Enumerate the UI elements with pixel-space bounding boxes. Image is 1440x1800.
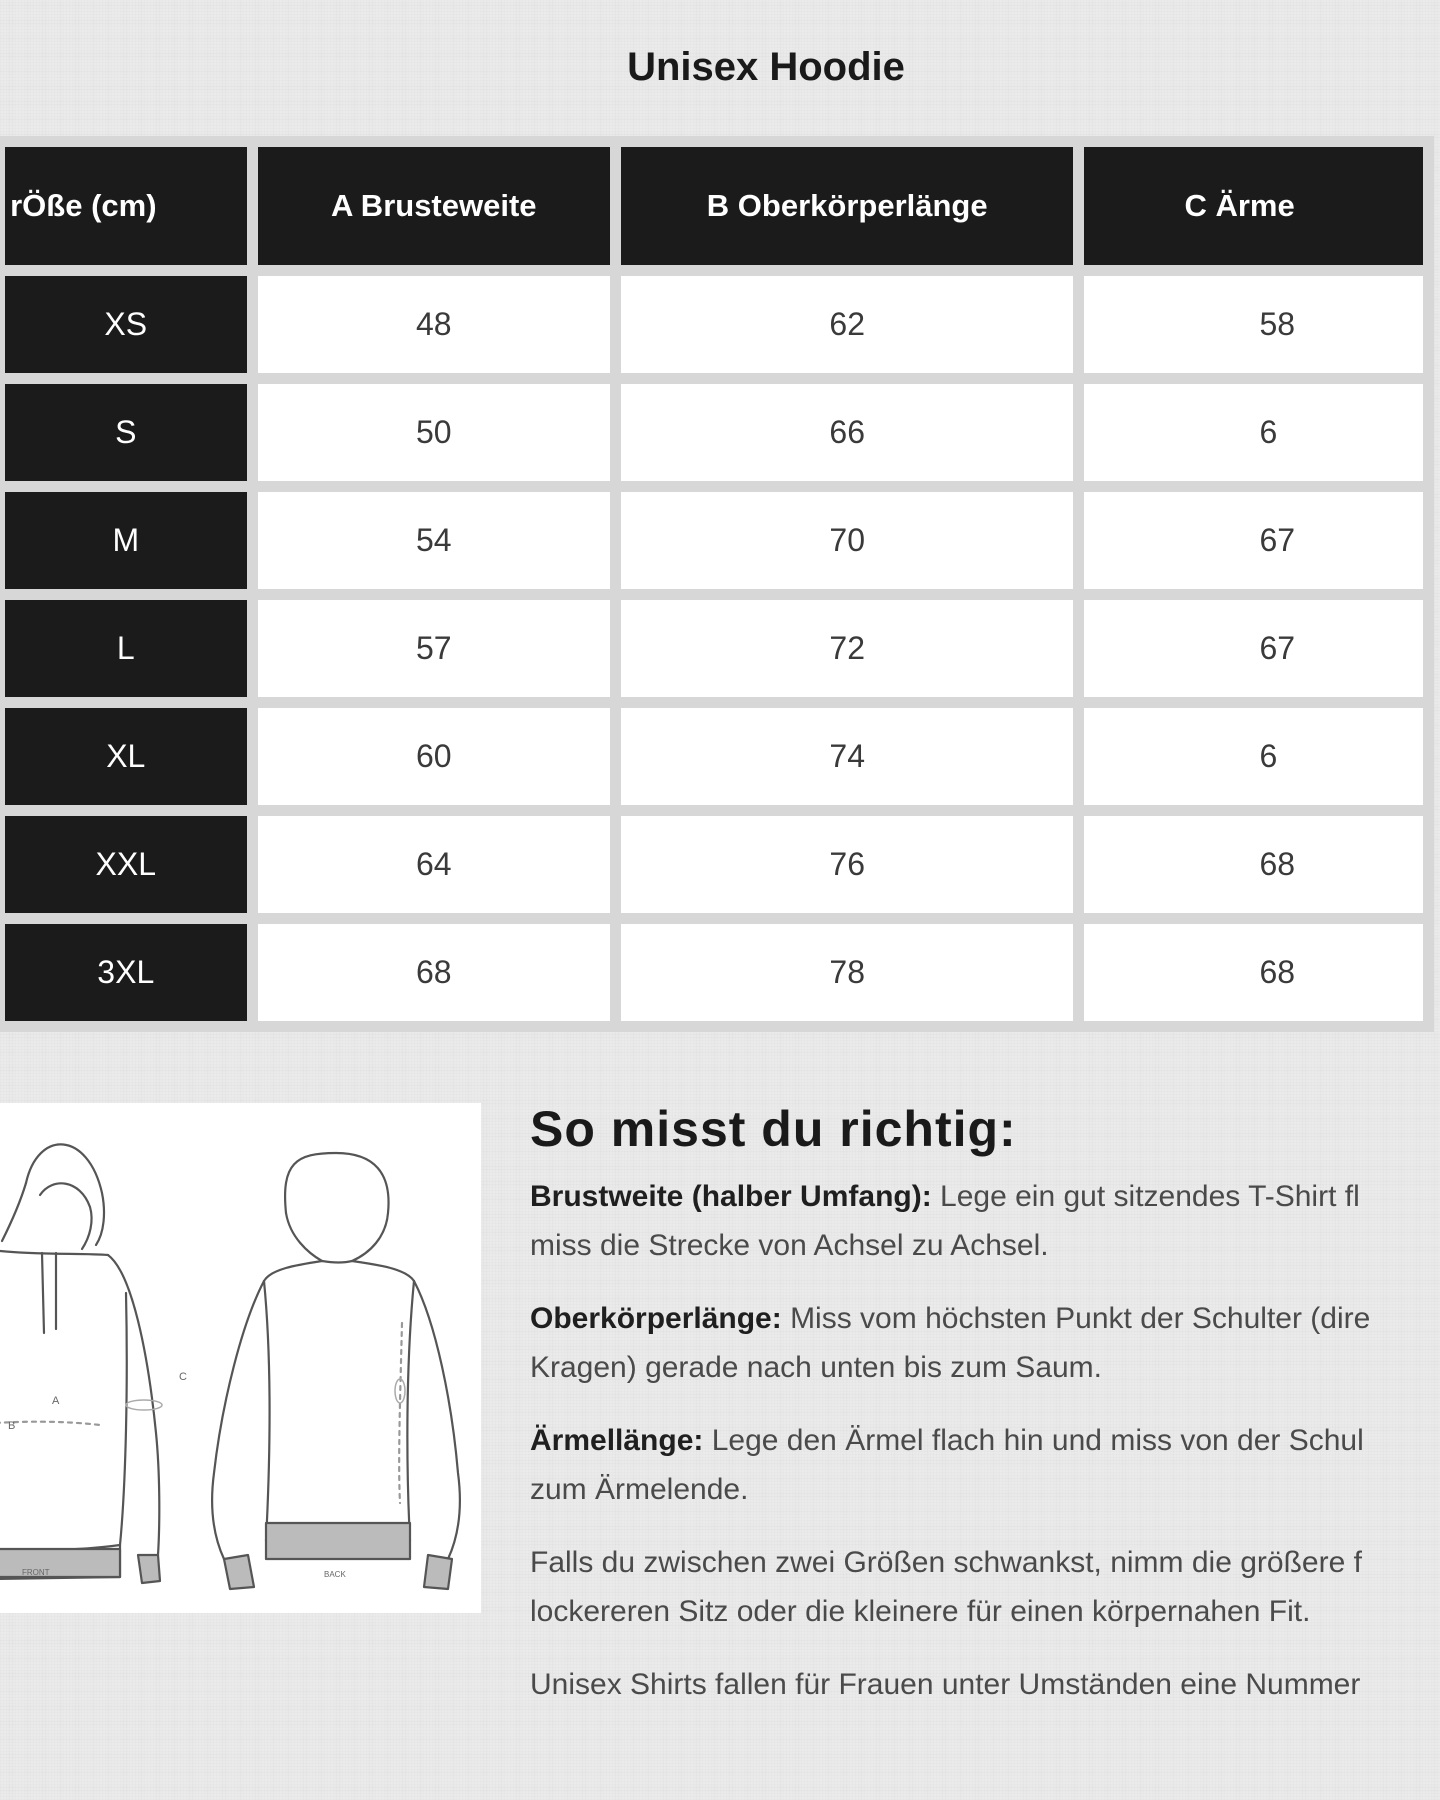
size-cell: M (5, 492, 247, 589)
header-size: rÖße (cm) (5, 147, 247, 265)
length-cell: 62 (621, 276, 1074, 373)
length-text-1: Miss vom höchsten Punkt der Schulter (dire (781, 1302, 1371, 1335)
marker-a: A (52, 1395, 60, 1407)
back-label: BACK (324, 1570, 346, 1579)
table-row (5, 384, 1423, 481)
length-cell: 66 (621, 384, 1074, 481)
between-text-1: Falls du zwischen zwei Größen schwankst, nimm die größere f (530, 1546, 1362, 1579)
back-hoodie (212, 1153, 460, 1589)
size-cell: XL (5, 708, 247, 805)
chest-cell: 50 (258, 384, 610, 481)
sleeve-cell: 58 (1084, 276, 1423, 373)
length-cell: 70 (621, 492, 1074, 589)
hoodie-illustration (0, 1103, 481, 1613)
chest-cell: 68 (258, 924, 610, 1021)
chest-cell: 64 (258, 816, 610, 913)
length-label: Oberkörperlänge: (530, 1302, 782, 1335)
unisex-text: Unisex Shirts fallen für Frauen unter Umständen eine Nummer (530, 1668, 1361, 1701)
marker-b: B (8, 1420, 16, 1432)
size-cell: L (5, 600, 247, 697)
sleeve-cell: 68 (1084, 924, 1423, 1021)
sleeve-cell: 6 (1084, 708, 1423, 805)
chest-label: Brustweite (halber Umfang): (530, 1180, 932, 1213)
size-table (0, 136, 1434, 1032)
header-length: B Oberkörperlänge (621, 147, 1074, 265)
header-chest: A Brusteweite (258, 147, 610, 265)
table-row (5, 276, 1423, 373)
length-cell: 76 (621, 816, 1074, 913)
sleeve-cell: 67 (1084, 492, 1423, 589)
front-label: FRONT (22, 1568, 50, 1577)
table-header-row (5, 147, 1423, 265)
size-cell: 3XL (5, 924, 247, 1021)
hoodie-drawing (0, 1103, 481, 1613)
length-cell: 74 (621, 708, 1074, 805)
between-sizes-note (530, 1538, 1440, 1636)
chest-cell: 57 (258, 600, 610, 697)
header-sleeve: C Ärme (1084, 147, 1423, 265)
length-cell: 78 (621, 924, 1074, 1021)
table-row (5, 924, 1423, 1021)
sleeve-text-1: Lege den Ärmel flach hin und miss von der Schul (703, 1424, 1364, 1457)
length-text-2: Kragen) gerade nach unten bis zum Saum. (530, 1351, 1103, 1384)
size-cell: S (5, 384, 247, 481)
table-row (5, 708, 1423, 805)
chest-cell: 48 (258, 276, 610, 373)
chest-text-2: miss die Strecke von Achsel zu Achsel. (530, 1229, 1049, 1262)
sleeve-cell: 67 (1084, 600, 1423, 697)
size-cell: XS (5, 276, 247, 373)
measuring-guide (530, 1100, 1440, 1733)
chest-cell: 60 (258, 708, 610, 805)
size-cell: XXL (5, 816, 247, 913)
sleeve-label: Ärmellänge: (530, 1424, 704, 1457)
chest-text-1: Lege ein gut sitzendes T-Shirt fl (931, 1180, 1360, 1213)
sleeve-instruction (530, 1416, 1440, 1514)
chest-cell: 54 (258, 492, 610, 589)
marker-c: C (179, 1371, 187, 1383)
length-instruction (530, 1294, 1440, 1392)
table-row (5, 816, 1423, 913)
chest-instruction (530, 1172, 1440, 1270)
sleeve-cell: 6 (1084, 384, 1423, 481)
chart-title: Unisex Hoodie (627, 45, 905, 89)
sleeve-text-2: zum Ärmelende. (530, 1473, 749, 1506)
front-hoodie (0, 1144, 162, 1583)
guide-heading: So misst du richtig: (530, 1101, 1017, 1157)
unisex-note (530, 1660, 1440, 1709)
length-cell: 72 (621, 600, 1074, 697)
table-row (5, 600, 1423, 697)
sleeve-cell: 68 (1084, 816, 1423, 913)
between-text-2: lockereren Sitz oder die kleinere für einen körpernahen Fit. (530, 1595, 1311, 1628)
table-row (5, 492, 1423, 589)
